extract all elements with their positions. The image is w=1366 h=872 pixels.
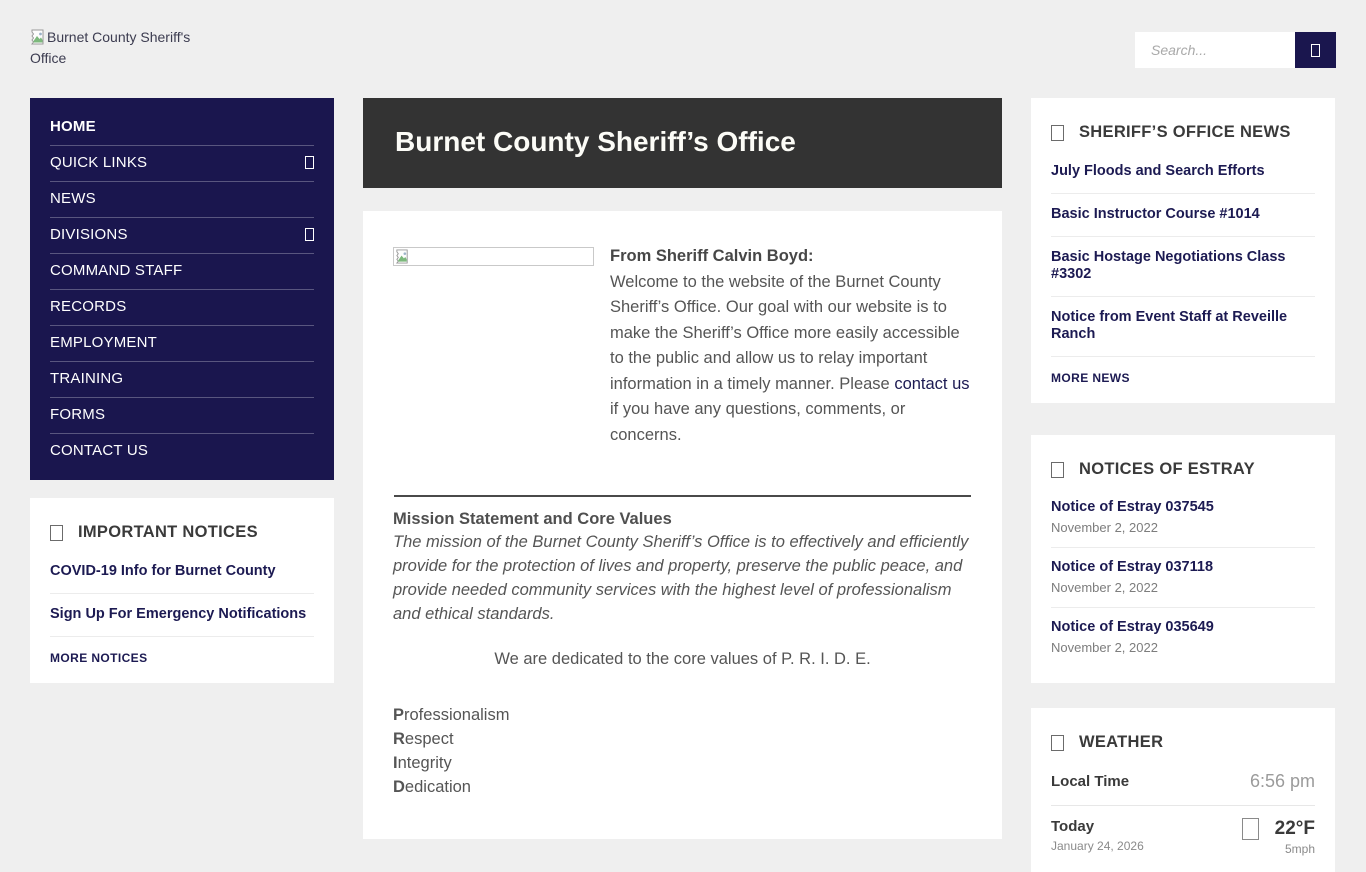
nav-label: DIVISIONS bbox=[50, 226, 128, 243]
contact-us-link[interactable]: contact us bbox=[894, 374, 970, 393]
nav-item-forms[interactable] bbox=[30, 397, 334, 433]
nav-label: CONTACT US bbox=[50, 442, 149, 459]
estray-heading bbox=[1051, 449, 1315, 488]
notice-link-emergency[interactable]: Sign Up For Emergency Notifications bbox=[50, 594, 314, 637]
nav-label: QUICK LINKS bbox=[50, 154, 148, 171]
estray-item bbox=[1051, 548, 1315, 608]
sheriff-intro-section bbox=[393, 244, 972, 448]
weather-panel bbox=[1031, 708, 1335, 872]
important-notices-panel bbox=[30, 498, 334, 683]
weather-heading bbox=[1051, 722, 1315, 761]
nav-item-command-staff[interactable] bbox=[30, 253, 334, 289]
right-sidebar bbox=[1031, 98, 1335, 872]
estray-link-037118[interactable]: Notice of Estray 037118 bbox=[1051, 559, 1214, 575]
local-time-row bbox=[1051, 761, 1315, 806]
nav-label: EMPLOYMENT bbox=[50, 334, 158, 351]
left-sidebar bbox=[30, 98, 334, 683]
nav-item-news[interactable] bbox=[30, 181, 334, 217]
weather-condition-icon bbox=[1242, 818, 1259, 840]
search-bar bbox=[1135, 32, 1336, 68]
value-rest: edication bbox=[404, 778, 471, 796]
today-weather-row bbox=[1051, 806, 1315, 856]
estray-item bbox=[1051, 608, 1315, 667]
nav-item-training[interactable] bbox=[30, 361, 334, 397]
main-content bbox=[363, 211, 1002, 839]
weather-icon bbox=[1051, 735, 1064, 751]
core-value-integrity bbox=[393, 751, 972, 775]
estray-link-035649[interactable]: Notice of Estray 035649 bbox=[1051, 619, 1214, 635]
estray-panel bbox=[1031, 435, 1335, 683]
panel-title: IMPORTANT NOTICES bbox=[78, 523, 258, 541]
nav-item-home[interactable] bbox=[30, 109, 334, 145]
main-content-column bbox=[363, 98, 1002, 839]
estray-date: November 2, 2022 bbox=[1051, 640, 1158, 655]
nav-label: NEWS bbox=[50, 190, 96, 207]
section-divider bbox=[394, 495, 971, 497]
value-initial: I bbox=[393, 754, 398, 772]
nav-label: FORMS bbox=[50, 406, 106, 423]
estray-icon bbox=[1051, 462, 1064, 478]
intro-text bbox=[610, 244, 972, 448]
temperature-block bbox=[1275, 818, 1315, 856]
value-rest: espect bbox=[404, 730, 454, 748]
value-initial: R bbox=[393, 730, 405, 748]
intro-paragraph-end: if you have any questions, comments, or concerns. bbox=[610, 400, 906, 444]
core-value-professionalism bbox=[393, 703, 972, 727]
today-block bbox=[1051, 818, 1144, 853]
more-news-link[interactable]: MORE NEWS bbox=[1051, 371, 1130, 385]
panel-title: WEATHER bbox=[1079, 733, 1164, 751]
site-logo[interactable] bbox=[30, 28, 230, 67]
mission-heading: Mission Statement and Core Values bbox=[393, 510, 672, 528]
news-link-instructor-course[interactable]: Basic Instructor Course #1014 bbox=[1051, 194, 1315, 237]
local-time-value: 6:56 pm bbox=[1249, 771, 1315, 791]
nav-item-divisions[interactable] bbox=[30, 217, 334, 253]
nav-label: TRAINING bbox=[50, 370, 124, 387]
logo-alt-text: Burnet County Sheriff's Office bbox=[30, 29, 191, 66]
notice-link-covid[interactable]: COVID-19 Info for Burnet County bbox=[50, 551, 314, 594]
more-notices-link[interactable]: MORE NOTICES bbox=[50, 651, 148, 665]
panel-title: NOTICES OF ESTRAY bbox=[1079, 460, 1255, 478]
value-initial: P bbox=[393, 706, 405, 724]
page-columns bbox=[0, 98, 1366, 872]
core-value-respect bbox=[393, 727, 972, 751]
nav-label: RECORDS bbox=[50, 298, 127, 315]
core-value-dedication bbox=[393, 775, 972, 799]
page-title: Burnet County Sheriff’s Office bbox=[363, 98, 1002, 188]
estray-item bbox=[1051, 488, 1315, 548]
panel-title: SHERIFF’S OFFICE NEWS bbox=[1079, 123, 1291, 141]
news-link-july-floods[interactable]: July Floods and Search Efforts bbox=[1051, 151, 1315, 194]
nav-label: COMMAND STAFF bbox=[50, 262, 183, 279]
value-rest: rofessionalism bbox=[404, 706, 510, 724]
mission-statement: The mission of the Burnet County Sheriff’s Office is to effectively and efficiently provide for the protection of lives and property, preserve the public peace, and provide needed community services with the highest level of professionalism and ethical standards. bbox=[393, 533, 969, 623]
top-header bbox=[0, 0, 1366, 98]
sheriff-photo-broken-image bbox=[393, 247, 594, 266]
pride-line: We are dedicated to the core values of P. R. I. D. E. bbox=[494, 650, 871, 668]
important-notices-heading bbox=[50, 512, 314, 551]
wind-value: 5mph bbox=[1284, 842, 1315, 856]
broken-image-icon bbox=[30, 32, 46, 48]
main-navigation bbox=[30, 98, 334, 480]
local-time-label: Local Time bbox=[1051, 773, 1130, 790]
search-input[interactable] bbox=[1135, 32, 1295, 68]
search-button[interactable] bbox=[1295, 32, 1336, 68]
value-initial: D bbox=[393, 778, 405, 796]
news-icon bbox=[1051, 125, 1064, 141]
value-rest: ntegrity bbox=[397, 754, 452, 772]
notice-icon bbox=[50, 525, 63, 541]
nav-item-records[interactable] bbox=[30, 289, 334, 325]
nav-label: HOME bbox=[50, 118, 96, 135]
temperature-value: 22°F bbox=[1274, 818, 1315, 839]
today-date: January 24, 2026 bbox=[1051, 839, 1144, 853]
nav-item-contact-us[interactable] bbox=[30, 433, 334, 469]
intro-heading: From Sheriff Calvin Boyd: bbox=[610, 247, 814, 265]
submenu-toggle-icon[interactable] bbox=[305, 228, 314, 241]
nav-item-quick-links[interactable] bbox=[30, 145, 334, 181]
news-link-reveille-ranch[interactable]: Notice from Event Staff at Reveille Ranch bbox=[1051, 297, 1315, 357]
news-panel bbox=[1031, 98, 1335, 403]
news-link-hostage-class[interactable]: Basic Hostage Negotiations Class #3302 bbox=[1051, 237, 1315, 297]
conditions-block bbox=[1242, 818, 1315, 856]
search-icon bbox=[1311, 44, 1320, 57]
today-label: Today bbox=[1051, 818, 1095, 835]
intro-paragraph-start: Welcome to the website of the Burnet County Sheriff’s Office. Our goal with our website is to make the Sheriff’s Office more easily accessible to the public and allow us to relay important information in a timely manner. Please bbox=[610, 272, 960, 393]
news-heading bbox=[1051, 112, 1315, 151]
submenu-toggle-icon[interactable] bbox=[305, 156, 314, 169]
estray-link-037545[interactable]: Notice of Estray 037545 bbox=[1051, 499, 1214, 515]
core-values-list bbox=[393, 703, 972, 799]
estray-date: November 2, 2022 bbox=[1051, 520, 1158, 535]
nav-item-employment[interactable] bbox=[30, 325, 334, 361]
estray-date: November 2, 2022 bbox=[1051, 580, 1158, 595]
